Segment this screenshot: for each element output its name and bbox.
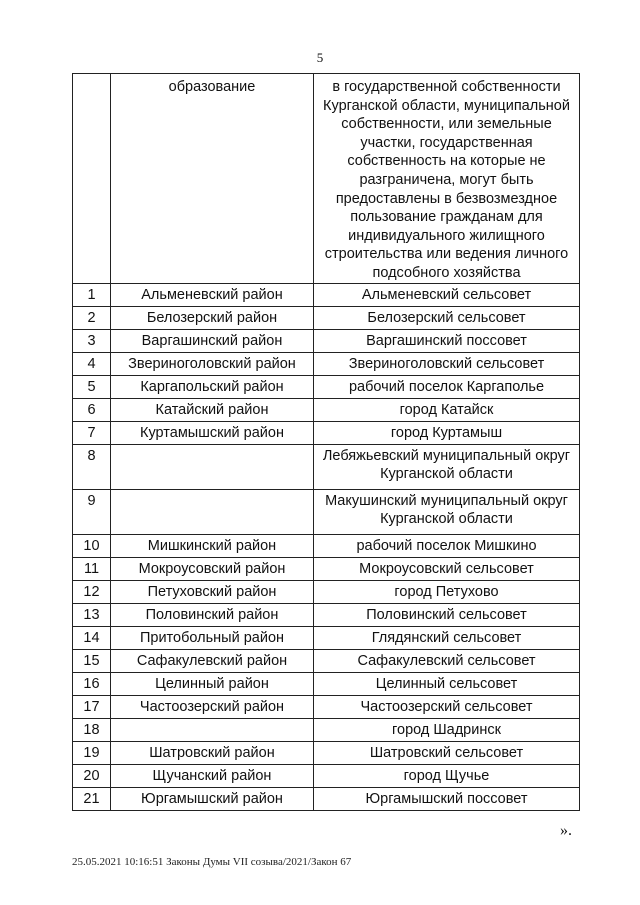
settlement-name: рабочий поселок Каргаполье <box>314 375 580 398</box>
district-name: Мишкинский район <box>111 534 314 557</box>
settlement-name: Глядянский сельсовет <box>314 626 580 649</box>
district-name: Шатровский район <box>111 741 314 764</box>
row-number: 6 <box>73 398 111 421</box>
table-row <box>73 352 580 375</box>
district-name: Сафакулевский район <box>111 649 314 672</box>
table-row <box>73 787 580 810</box>
district-name: Белозерский район <box>111 306 314 329</box>
district-name: Целинный район <box>111 672 314 695</box>
settlement-name: город Шадринск <box>314 718 580 741</box>
settlement-name: Половинский сельсовет <box>314 603 580 626</box>
table-row <box>73 444 580 489</box>
table-row <box>73 626 580 649</box>
row-number: 18 <box>73 718 111 741</box>
district-name: Альменевский район <box>111 283 314 306</box>
row-number: 19 <box>73 741 111 764</box>
table-row <box>73 329 580 352</box>
row-number: 4 <box>73 352 111 375</box>
end-quote-mark: ». <box>560 822 572 839</box>
table-row <box>73 649 580 672</box>
table-row <box>73 421 580 444</box>
settlement-name: Макушинский муниципальный округ Курганской области <box>314 489 580 534</box>
settlement-name: Белозерский сельсовет <box>314 306 580 329</box>
row-number: 2 <box>73 306 111 329</box>
table-row <box>73 764 580 787</box>
table-row <box>73 489 580 534</box>
district-name: Частоозерский район <box>111 695 314 718</box>
district-name: Юргамышский район <box>111 787 314 810</box>
row-number: 9 <box>73 489 111 534</box>
district-name <box>111 444 314 489</box>
document-footer: 25.05.2021 10:16:51 Законы Думы VII созыва/2021/Закон 67 <box>72 856 352 868</box>
settlement-name: Альменевский сельсовет <box>314 283 580 306</box>
header-cell-land-ownership: в государственной собственности Курганской области, муниципальной собственности, или земельные участки, государственная собственность на которые не разграничена, могут быть предоставлены в безвозмездное пользование гражданам для индивидуального жилищного строительства или ведения личного подсобного хозяйства <box>314 74 580 284</box>
row-number: 10 <box>73 534 111 557</box>
row-number: 20 <box>73 764 111 787</box>
row-number: 11 <box>73 557 111 580</box>
page-number: 5 <box>316 50 324 65</box>
settlements-table <box>72 73 580 811</box>
table-row <box>73 741 580 764</box>
settlement-name: Звериноголовский сельсовет <box>314 352 580 375</box>
settlement-name: город Петухово <box>314 580 580 603</box>
table-row <box>73 283 580 306</box>
settlement-name: Частоозерский сельсовет <box>314 695 580 718</box>
settlement-name: Сафакулевский сельсовет <box>314 649 580 672</box>
table-row <box>73 375 580 398</box>
row-number: 17 <box>73 695 111 718</box>
settlement-name: город Катайск <box>314 398 580 421</box>
settlement-name: Шатровский сельсовет <box>314 741 580 764</box>
table-row <box>73 695 580 718</box>
district-name: Катайский район <box>111 398 314 421</box>
settlement-name: Варгашинский поссовет <box>314 329 580 352</box>
table-row <box>73 580 580 603</box>
district-name: Звериноголовский район <box>111 352 314 375</box>
row-number: 7 <box>73 421 111 444</box>
table-row <box>73 398 580 421</box>
district-name: Половинский район <box>111 603 314 626</box>
district-name <box>111 489 314 534</box>
district-name: Мокроусовский район <box>111 557 314 580</box>
row-number: 12 <box>73 580 111 603</box>
district-name: Петуховский район <box>111 580 314 603</box>
row-number: 5 <box>73 375 111 398</box>
table-row <box>73 557 580 580</box>
table-row <box>73 534 580 557</box>
header-cell-formation: образование <box>111 74 314 284</box>
district-name: Притобольный район <box>111 626 314 649</box>
settlement-name: рабочий поселок Мишкино <box>314 534 580 557</box>
row-number: 21 <box>73 787 111 810</box>
row-number: 15 <box>73 649 111 672</box>
settlement-name: город Куртамыш <box>314 421 580 444</box>
district-name: Каргапольский район <box>111 375 314 398</box>
row-number: 8 <box>73 444 111 489</box>
settlement-name: Целинный сельсовет <box>314 672 580 695</box>
row-number: 13 <box>73 603 111 626</box>
header-cell-number <box>73 74 111 284</box>
row-number: 1 <box>73 283 111 306</box>
settlement-name: Мокроусовский сельсовет <box>314 557 580 580</box>
district-name: Куртамышский район <box>111 421 314 444</box>
table-row <box>73 603 580 626</box>
district-name: Варгашинский район <box>111 329 314 352</box>
district-name <box>111 718 314 741</box>
table-row <box>73 718 580 741</box>
table-header-row <box>73 74 580 284</box>
row-number: 16 <box>73 672 111 695</box>
table-row <box>73 672 580 695</box>
settlement-name: Лебяжьевский муниципальный округ Курганской области <box>314 444 580 489</box>
district-name: Щучанский район <box>111 764 314 787</box>
row-number: 14 <box>73 626 111 649</box>
settlement-name: город Щучье <box>314 764 580 787</box>
settlement-name: Юргамышский поссовет <box>314 787 580 810</box>
row-number: 3 <box>73 329 111 352</box>
table-row <box>73 306 580 329</box>
